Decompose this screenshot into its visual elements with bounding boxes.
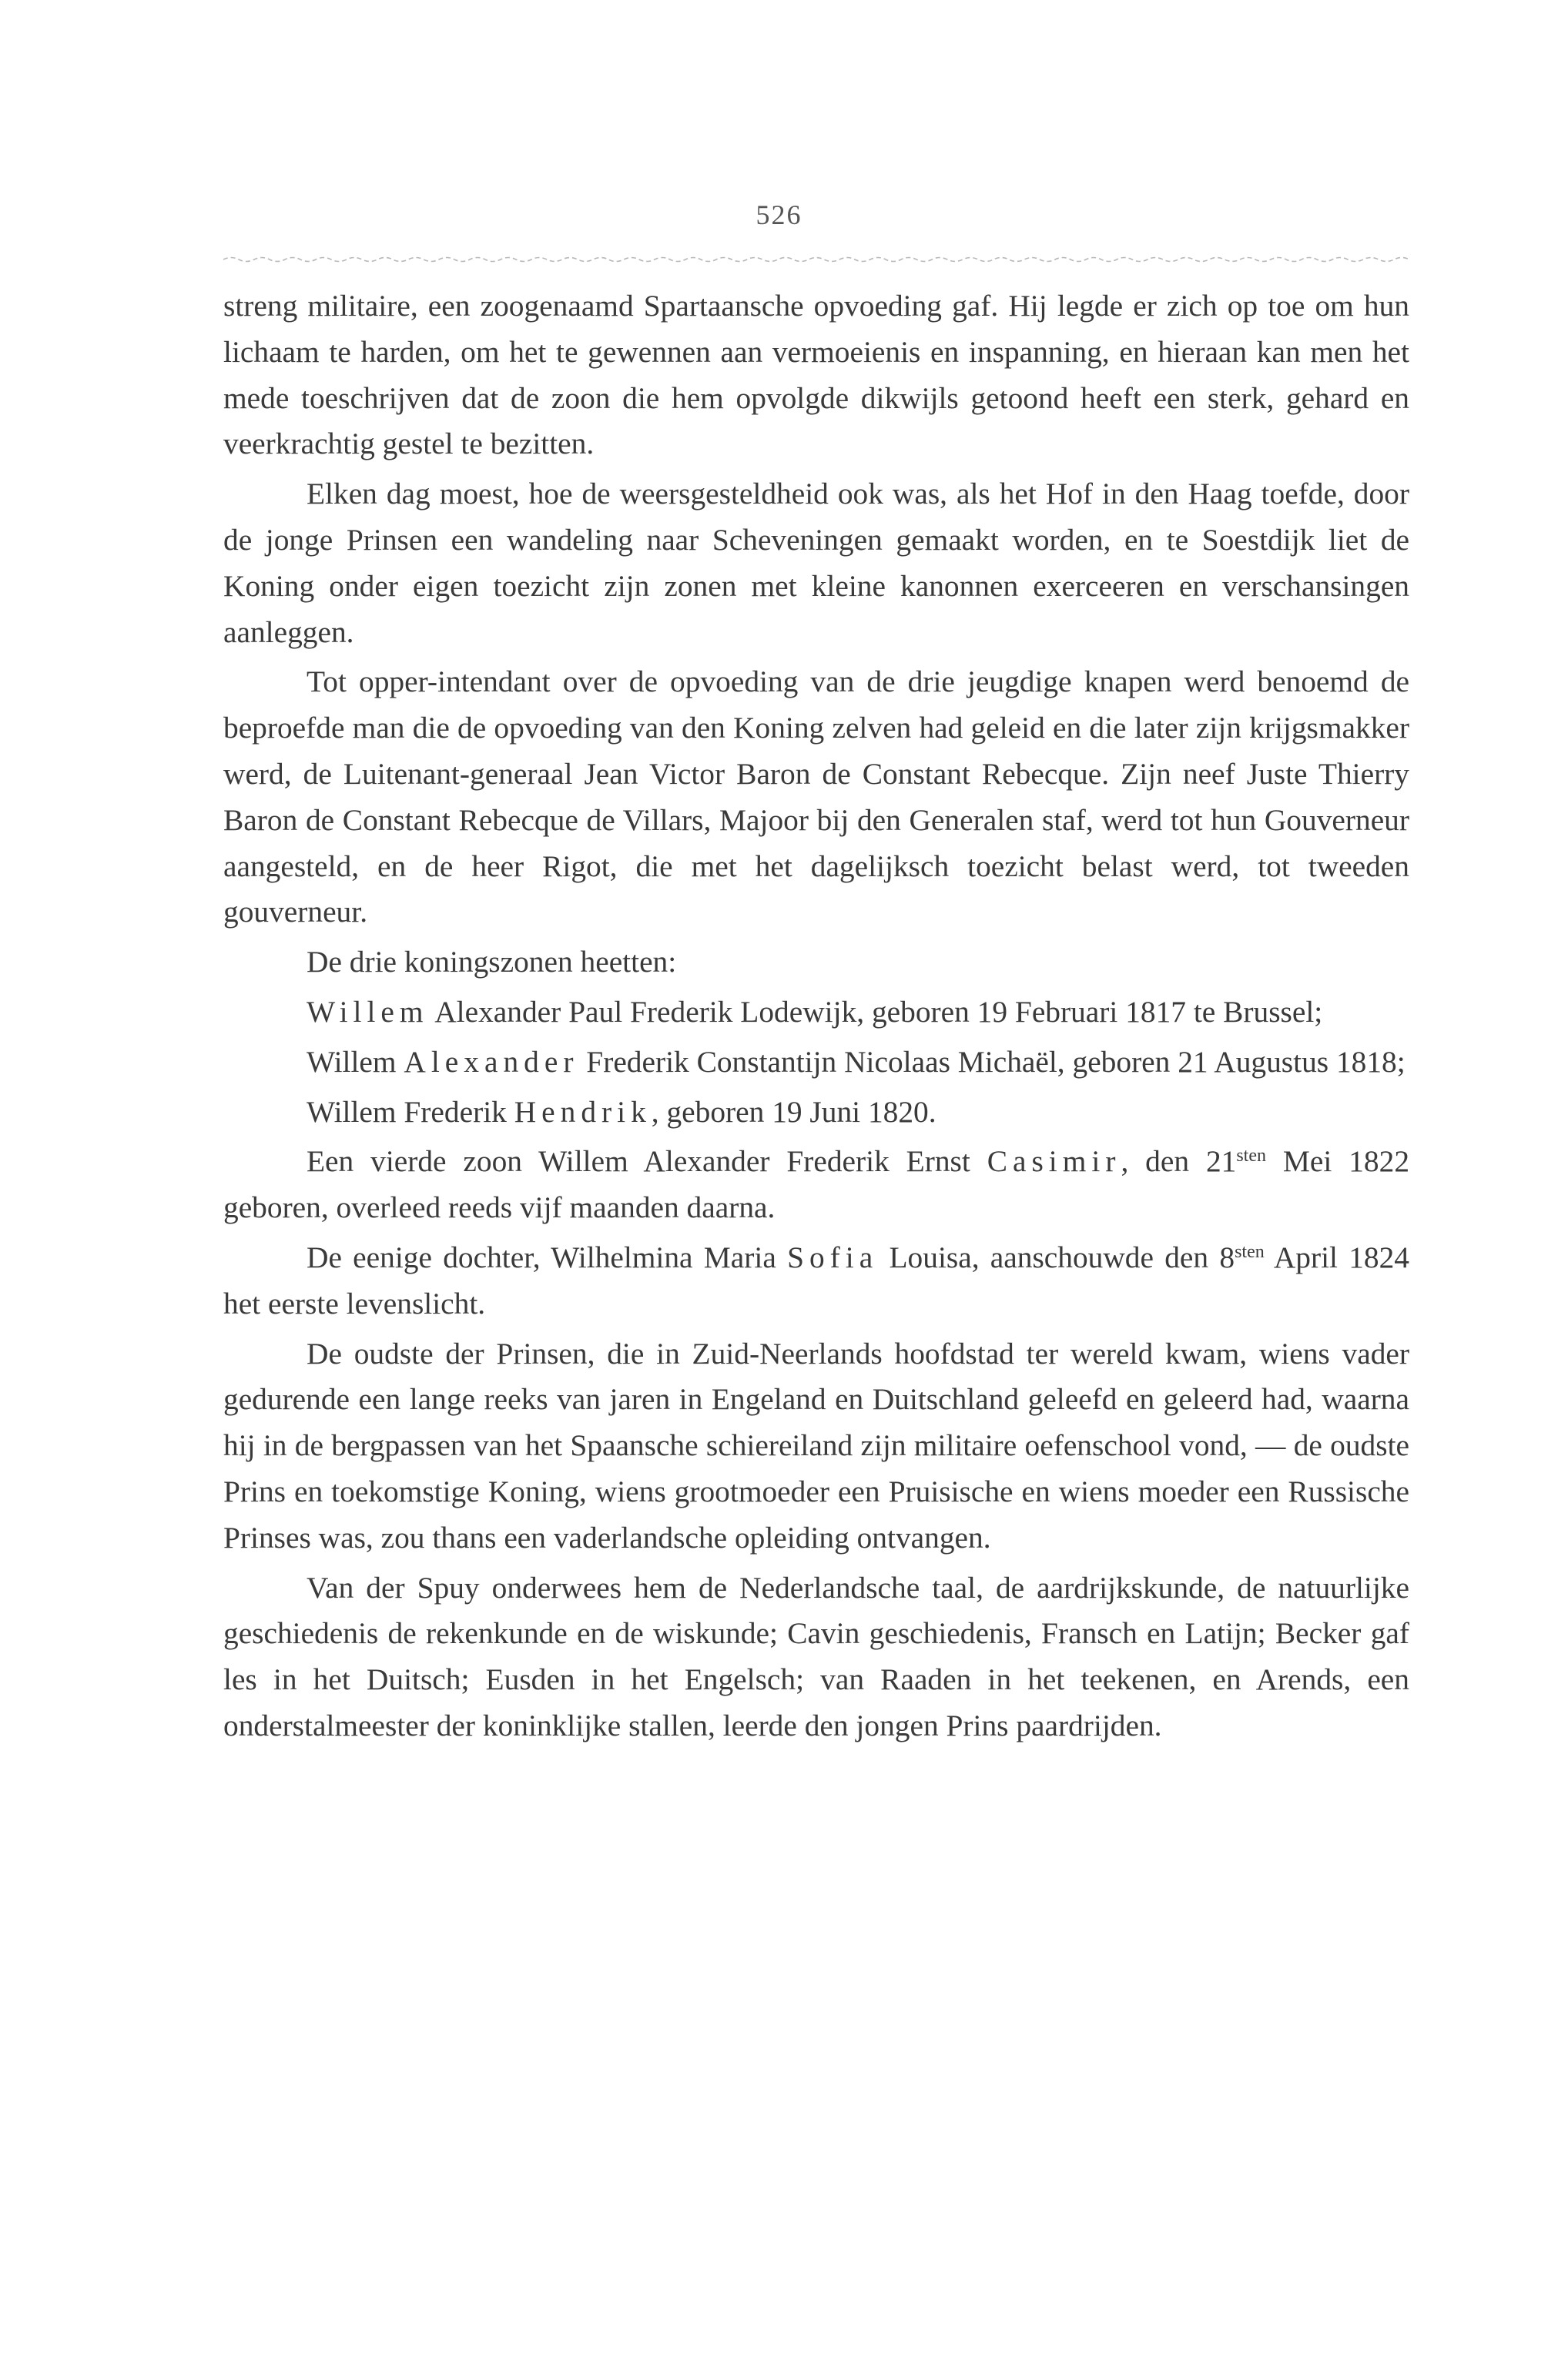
decorative-wavy-rule (223, 254, 1409, 265)
superscript: sten (1235, 1241, 1265, 1262)
paragraph-10: De oudste der Prinsen, die in Zuid-Neerlands hoofdstad ter wereld kwam, wiens vader gedurende een lange reeks van jaren in Engeland en Duitschland geleefd en geleerd had, waarna hij in de bergpassen van het Spaansche schiereiland zijn militaire oefenschool vond, — de oudste Prins en toekomstige Koning, wiens grootmoeder een Pruisische en wiens moeder een Russische Prinses was, zou thans een vaderlandsche opleiding ontvangen. (223, 1336, 1409, 1555)
paragraph-2: Elken dag moest, hoe de weersgesteldheid ook was, als het Hof in den Haag toefde, door de jonge Prinsen een wandeling naar Scheveningen gemaakt worden, en te Soestdijk liet de Koning onder eigen toezicht zijn zonen met kleine kanonnen exerceeren en verschansingen aanleggen. (223, 477, 1409, 649)
spaced-name: Casimir (987, 1144, 1121, 1179)
superscript: sten (1236, 1146, 1267, 1167)
paragraph-6: Willem Alexander Frederik Constantijn Nicolaas Michaël, geboren 21 Augustus 1818; (307, 1044, 1406, 1079)
spaced-name: Alexander (404, 1044, 579, 1079)
paragraph-5: Willem Alexander Paul Frederik Lodewijk, geboren 19 Februari 1817 te Brussel; (307, 994, 1323, 1029)
paragraph-9: De eenige dochter, Wilhelmina Maria Sofia Louisa, aanschouwde den $8^{sten}$ April 1824 het eerste levenslicht. (223, 1240, 1409, 1321)
paragraph-11: Van der Spuy onderwees hem de Nederlandsche taal, de aardrijkskunde, de natuurlijke geschiedenis de rekenkunde en de wiskunde; Cavin geschiedenis, Fransch en Latijn; Becker gaf les in het Duitsch; Eusden in het Engelsch; van Raaden in het teekenen, en Arends, een onderstalmeester der koninklijke stallen, leerde den jongen Prins paardrijden. (223, 1570, 1409, 1742)
paragraph-1: streng militaire, een zoogenaamd Spartaansche opvoeding gaf. Hij legde er zich op toe om hun lichaam te harden, om het te gewennen aan vermoeienis en inspanning, en hieraan kan men het mede toeschrijven dat de zoon die hem opvolgde dikwijls getoond heeft een sterk, gehard en veerkrachtig gestel te bezitten. (223, 289, 1409, 461)
spaced-name: Hendrik (514, 1094, 652, 1129)
page-number: 526 (756, 199, 802, 230)
spaced-name: Sofia (787, 1240, 879, 1274)
paragraph-3: Tot opper-intendant over de opvoeding van de drie jeugdige knapen werd benoemd de beproefde man die de opvoeding van den Koning zelven had geleid en die later zijn krijgsmakker werd, de Luitenant-generaal Jean Victor Baron de Constant Rebecque. Zijn neef Juste Thierry Baron de Constant Rebecque de Villars, Majoor bij den Generalen staf, werd tot hun Gouverneur aangesteld, en de heer Rigot, die met het dagelijksch toezicht belast werd, tot tweeden gouverneur. (223, 664, 1409, 929)
paragraph-7: Willem Frederik Hendrik, geboren 19 Juni 1820. (307, 1094, 936, 1129)
paragraph-4: De drie koningszonen heetten: (307, 945, 677, 979)
spaced-name: Willem (307, 994, 429, 1029)
body-text (223, 283, 1409, 1749)
paragraph-8: Een vierde zoon Willem Alexander Frederik Ernst Casimir, den $21^{sten}$ Mei 1822 geboren, overleed reeds vijf maanden daarna. (223, 1144, 1410, 1225)
